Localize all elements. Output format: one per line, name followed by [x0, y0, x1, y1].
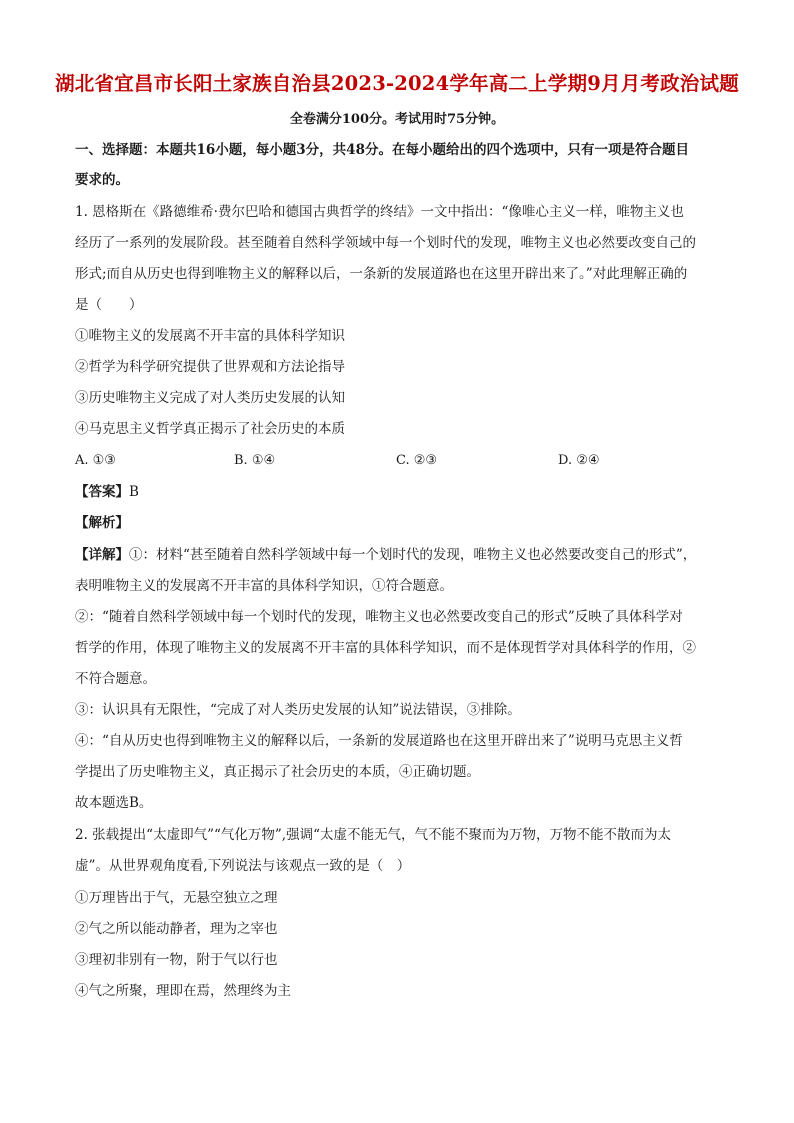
q1-answer: [75, 482, 139, 502]
q1-stem-line: 是（ ）: [75, 297, 143, 313]
q1-explanation-line: 故本题选B。: [75, 795, 153, 811]
document-title: 湖北省宜昌市长阳土家族自治县2023-2024学年高二上学期9月月考政治试题: [55, 72, 739, 95]
document-subtitle: 全卷满分100分。考试用时75分钟。: [289, 112, 505, 127]
answer-tag: 【答案】: [75, 484, 129, 500]
q1-option-b: B. ①④: [234, 453, 276, 468]
q1-explanation-line: 哲学的作用，体现了唯物主义的发展离不开丰富的具体科学知识，而不是体现哲学对具体科学的作用，②: [75, 640, 696, 656]
q1-option-a: A. ①③: [75, 453, 116, 468]
q2-stem-line: 虚”。从世界观角度看,下列说法与该观点一致的是（ ）: [75, 858, 411, 874]
q1-option-d: D. ②④: [558, 453, 600, 468]
q1-stem-line: 经历了一系列的发展阶段。甚至随着自然科学领域中每一个划时代的发现，唯物主义也必然要改变自己的: [75, 235, 696, 251]
section-heading-line-1: 一、选择题：本题共16小题，每小题3分，共48分。在每小题给出的四个选项中，只有一项是符合题目: [75, 142, 689, 158]
q1-explanation-line: [75, 545, 696, 565]
q1-stem-line: 1. 恩格斯在《路德维希·费尔巴哈和德国古典哲学的终结》一文中指出：“像唯心主义一样，唯物主义也: [75, 204, 684, 220]
q1-explanation-line: ④：“自从历史也得到唯物主义的解释以后，一条新的发展道路也在这里开辟出来了”说明马克思主义哲: [75, 733, 683, 749]
detail-tag: 【详解】: [75, 547, 129, 563]
q1-explanation-line: 学提出了历史唯物主义，真正揭示了社会历史的本质，④正确切题。: [75, 764, 480, 780]
section-heading-line-2: 要求的。: [75, 172, 129, 188]
q2-statement: ③理初非别有一物，附于气以行也: [75, 952, 278, 968]
q2-statement: ②气之所以能动静者，理为之宰也: [75, 921, 278, 937]
q1-stem-line: 形式;而自从历史也得到唯物主义的解释以后，一条新的发展道路也在这里开辟出来了。”对此理解正确的: [75, 266, 688, 282]
q1-explanation-line: 表明唯物主义的发展离不开丰富的具体科学知识，①符合题意。: [75, 578, 453, 594]
q1-statement: ①唯物主义的发展离不开丰富的具体科学知识: [75, 328, 345, 344]
q1-option-c: C. ②③: [396, 453, 438, 468]
analysis-tag: 【解析】: [75, 515, 129, 531]
q2-statement: ④气之所聚，理即在焉，然理终为主: [75, 983, 291, 999]
q1-statement: ④马克思主义哲学真正揭示了社会历史的本质: [75, 421, 345, 437]
q2-stem-line: 2. 张载提出“太虚即气”“气化万物”,强调“太虚不能无气，气不能不聚而为万物，万物不能不散而为太: [75, 827, 671, 843]
q1-explanation-line: ②：“随着自然科学领域中每一个划时代的发现，唯物主义也必然要改变自己的形式”反映了具体科学对: [75, 609, 683, 625]
q1-statement: ③历史唯物主义完成了对人类历史发展的认知: [75, 390, 345, 406]
q1-explanation-line: 不符合题意。: [75, 671, 156, 687]
answer-value: B: [129, 484, 139, 500]
explanation-text: ①：材料“甚至随着自然科学领域中每一个划时代的发现，唯物主义也必然要改变自己的形式”，: [129, 547, 697, 563]
q2-statement: ①万理皆出于气，无悬空独立之理: [75, 890, 278, 906]
q1-statement: ②哲学为科学研究提供了世界观和方法论指导: [75, 359, 345, 375]
q1-explanation-line: ③：认识具有无限性，“完成了对人类历史发展的认知”说法错误，③排除。: [75, 702, 521, 718]
